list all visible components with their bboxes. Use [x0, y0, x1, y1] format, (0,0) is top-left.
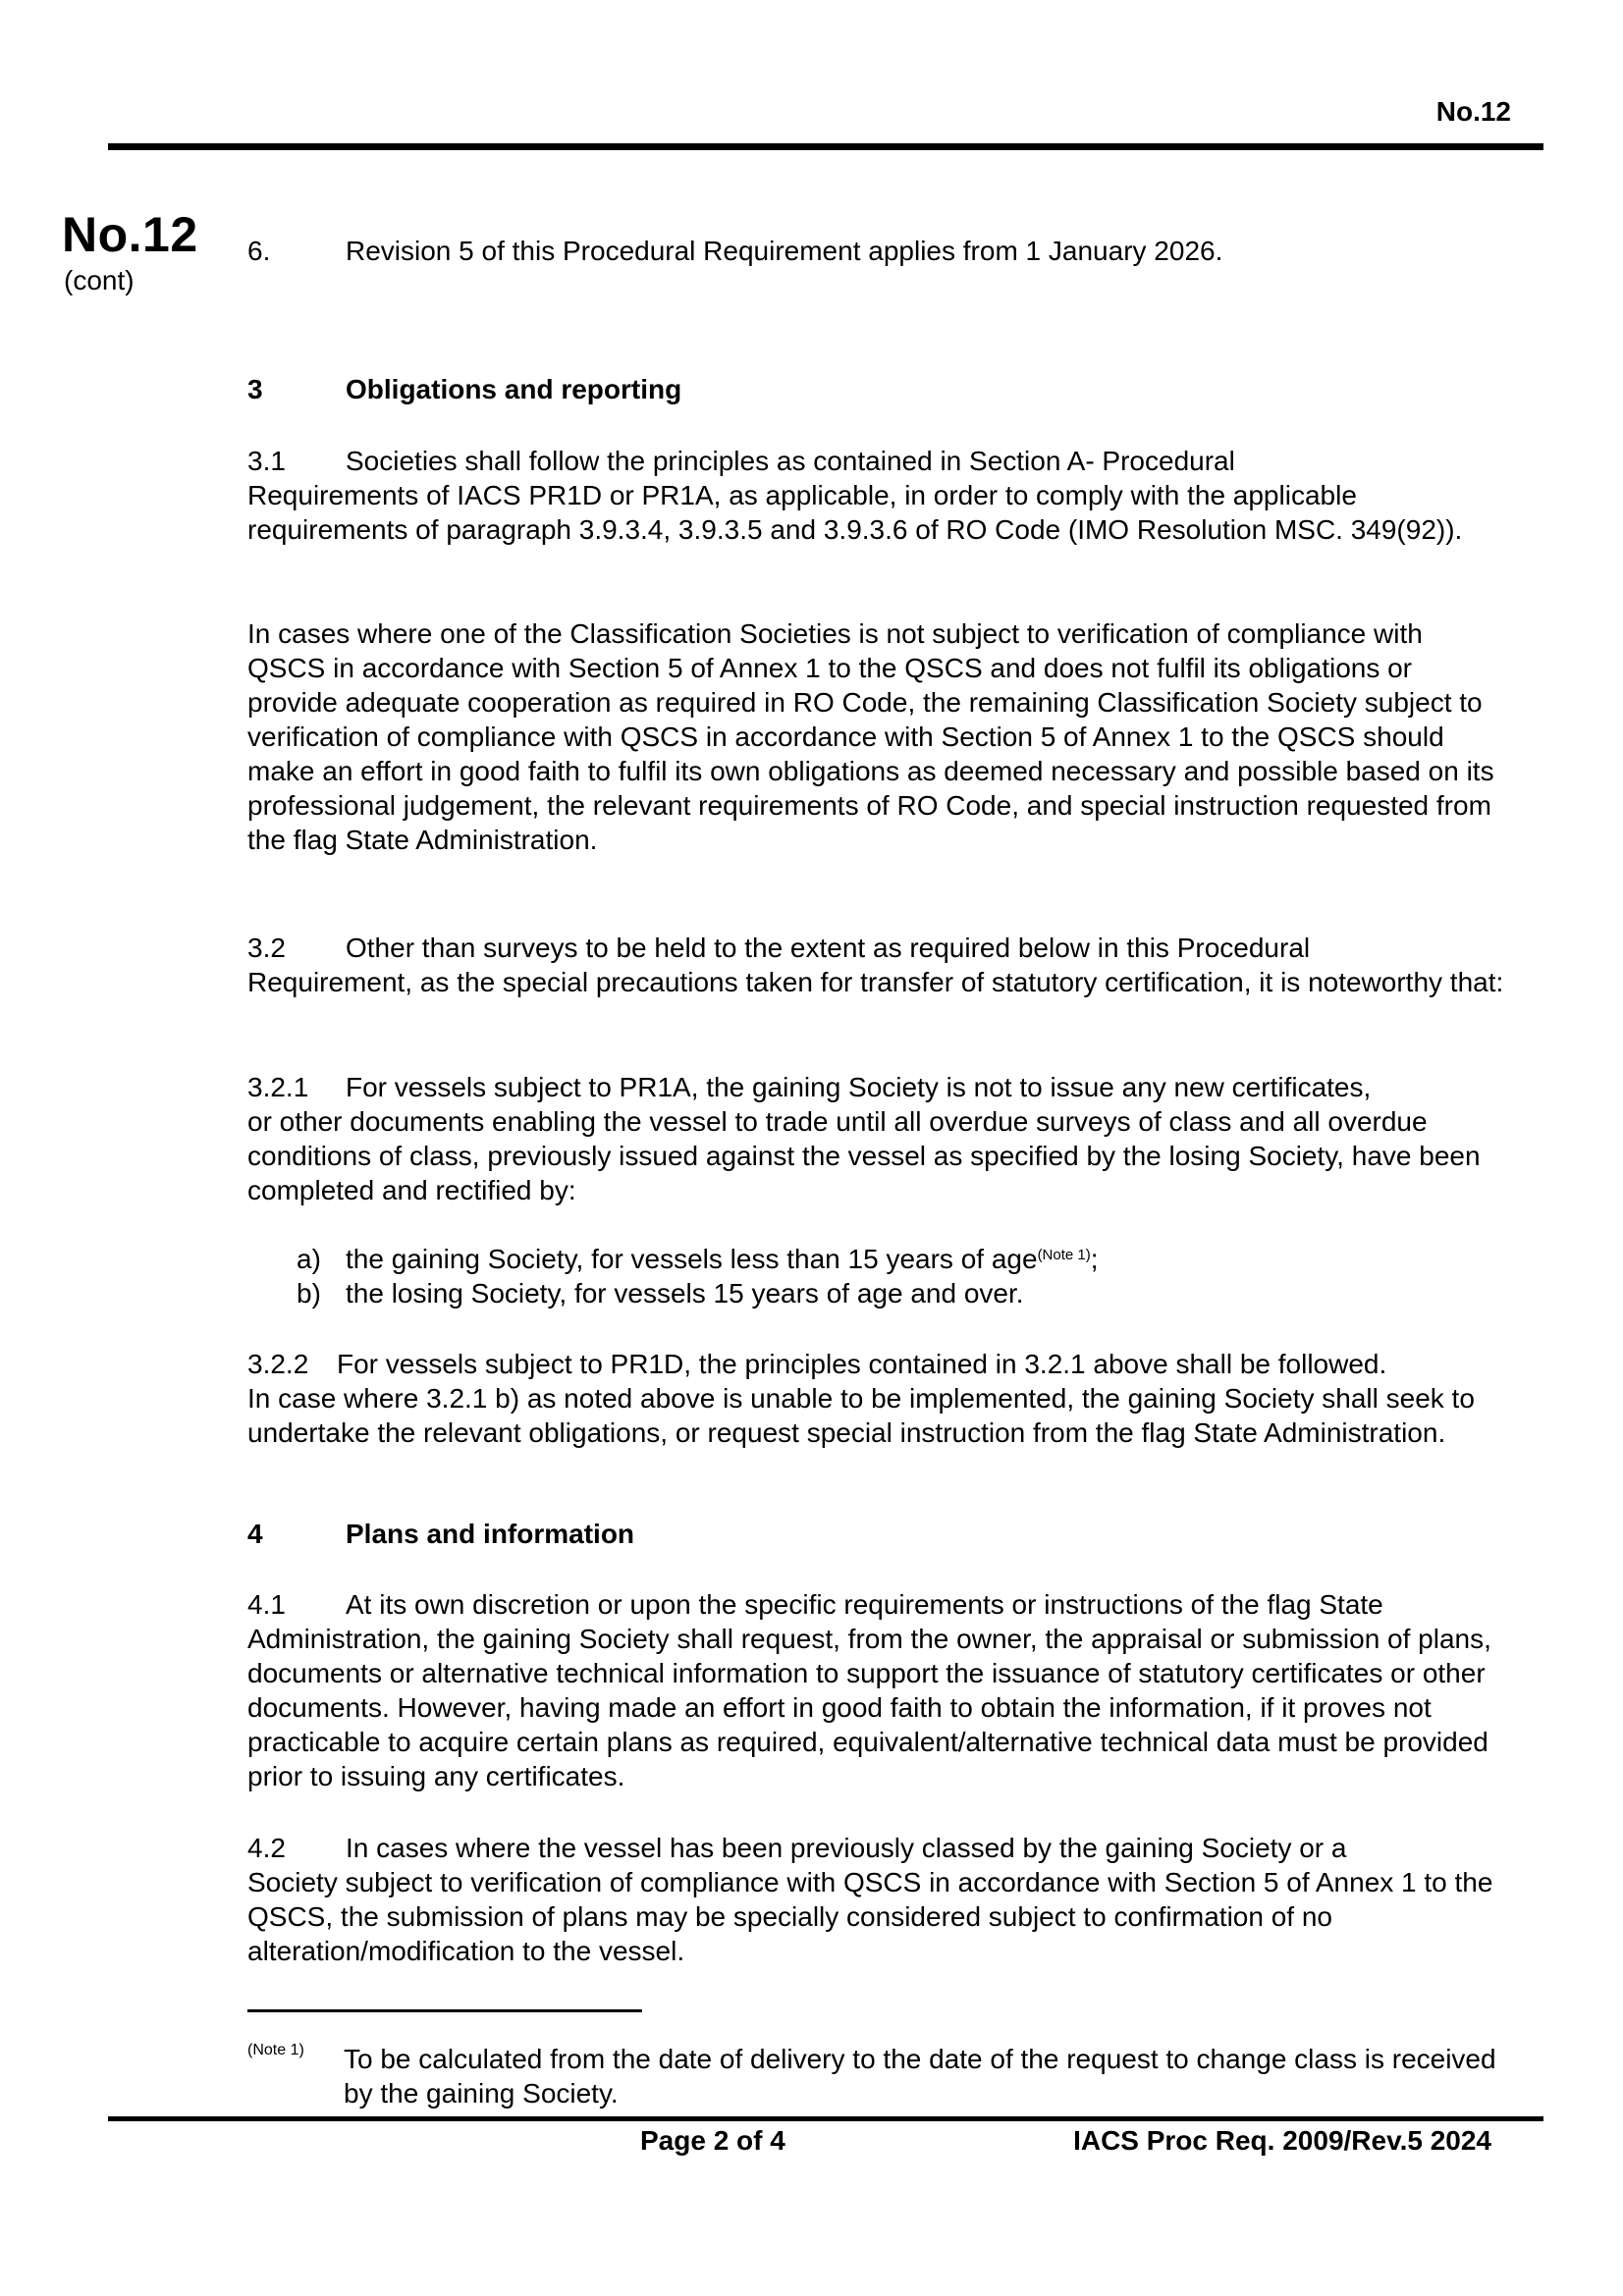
- p3-1-number: 3.1: [247, 446, 286, 476]
- item6-number: 6.: [247, 236, 271, 266]
- footer-document-ref: IACS Proc Req. 2009/Rev.5 2024: [1073, 2125, 1491, 2156]
- list-item-b-label: b): [297, 1278, 321, 1308]
- section3-title: Obligations and reporting: [346, 374, 682, 404]
- p4-1-first-line: At its own discretion or upon the specific requirements or instructions of the flag State: [346, 1589, 1383, 1620]
- list-item-a-note-ref: (Note 1): [1037, 1247, 1091, 1263]
- list-item-a-label: a): [297, 1244, 321, 1274]
- footer-page-number: Page 2 of 4: [640, 2125, 785, 2156]
- section3-number: 3: [247, 374, 263, 404]
- p3-1-continuation: Requirements of IACS PR1D or PR1A, as applicable, in order to comply with the applicable requirements of paragraph 3.9.3.4, 3.9.3.5 and 3.9.3.6 of RO Code (IMO Resolution MSC. 349(92)).: [247, 480, 1463, 545]
- header-number: No.12: [1435, 96, 1511, 127]
- p3-2-1-first-line: For vessels subject to PR1A, the gaining Society is not to issue any new certificates,: [346, 1072, 1372, 1102]
- footnote-mark: (Note 1): [247, 2042, 304, 2058]
- list-item-a-tail: ;: [1090, 1244, 1099, 1274]
- footnote-rule: [247, 2009, 642, 2012]
- p3-2-2-first-line: For vessels subject to PR1D, the principles contained in 3.2.1 above shall be followed.: [337, 1349, 1387, 1379]
- footer-rule: [108, 2116, 1543, 2121]
- section4-title: Plans and information: [346, 1519, 635, 1549]
- p3-2-2-number: 3.2.2: [247, 1349, 309, 1379]
- item6-text: Revision 5 of this Procedural Requirement applies from 1 January 2026.: [346, 236, 1223, 266]
- p3-1-first-line: Societies shall follow the principles as contained in Section A- Procedural: [346, 446, 1235, 476]
- p3-2-2-continuation: In case where 3.2.1 b) as noted above is unable to be implemented, the gaining Society shall seek to undertake the relevant obligations, or request special instruction from the flag State Administration.: [247, 1383, 1475, 1448]
- list-item-a-text: the gaining Society, for vessels less than 15 years of age: [346, 1244, 1038, 1274]
- list-item-b-text: the losing Society, for vessels 15 years of age and over.: [346, 1278, 1024, 1308]
- p3-2-1-continuation: or other documents enabling the vessel to trade until all overdue surveys of class and all overdue conditions of class, previously issued against the vessel as specified by the losing Society, have been completed and rectified by:: [247, 1106, 1481, 1205]
- section4-number: 4: [247, 1519, 263, 1549]
- list-item-a: [346, 1242, 1514, 1276]
- sidebar-number: No.12: [62, 207, 198, 262]
- p3-2-first-line: Other than surveys to be held to the extent as required below in this Procedural: [346, 933, 1311, 963]
- p4-2-continuation: Society subject to verification of compliance with QSCS in accordance with Section 5 of Annex 1 to the QSCS, the submission of plans may be specially considered subject to confirmation of no alteration/modification to the vessel.: [247, 1867, 1493, 1966]
- p4-1-number: 4.1: [247, 1589, 286, 1620]
- footnote-text: To be calculated from the date of delivery to the date of the request to change class is received by the gaining Society.: [344, 2044, 1496, 2109]
- p3-2-1-number: 3.2.1: [247, 1072, 309, 1102]
- p4-1-continuation: Administration, the gaining Society shall request, from the owner, the appraisal or submission of plans, documents or alternative technical information to support the issuance of statutory certificates or other documents. However, having made an effort in good faith to obtain the information, if it proves not practicable to acquire certain plans as required, equivalent/alternative technical data must be provided prior to issuing any certificates.: [247, 1624, 1491, 1791]
- p3-2-continuation: Requirement, as the special precautions taken for transfer of statutory certification, it is noteworthy that:: [247, 967, 1504, 997]
- p4-2-number: 4.2: [247, 1833, 286, 1863]
- p-cases-paragraph: In cases where one of the Classification Societies is not subject to verification of compliance with QSCS in accordance with Section 5 of Annex 1 to the QSCS and does not fulfil its obligations or provide adequate cooperation as required in RO Code, the remaining Classification Society subject to verification of compliance with QSCS in accordance with Section 5 of Annex 1 to the QSCS should make an effort in good faith to fulfil its own obligations as deemed necessary and possible based on its professional judgement, the relevant requirements of RO Code, and special instruction requested from the flag State Administration.: [247, 618, 1494, 855]
- p3-2-number: 3.2: [247, 933, 286, 963]
- p4-2-first-line: In cases where the vessel has been previously classed by the gaining Society or a: [346, 1833, 1347, 1863]
- sidebar-cont: (cont): [64, 265, 135, 295]
- header-rule: [108, 143, 1543, 150]
